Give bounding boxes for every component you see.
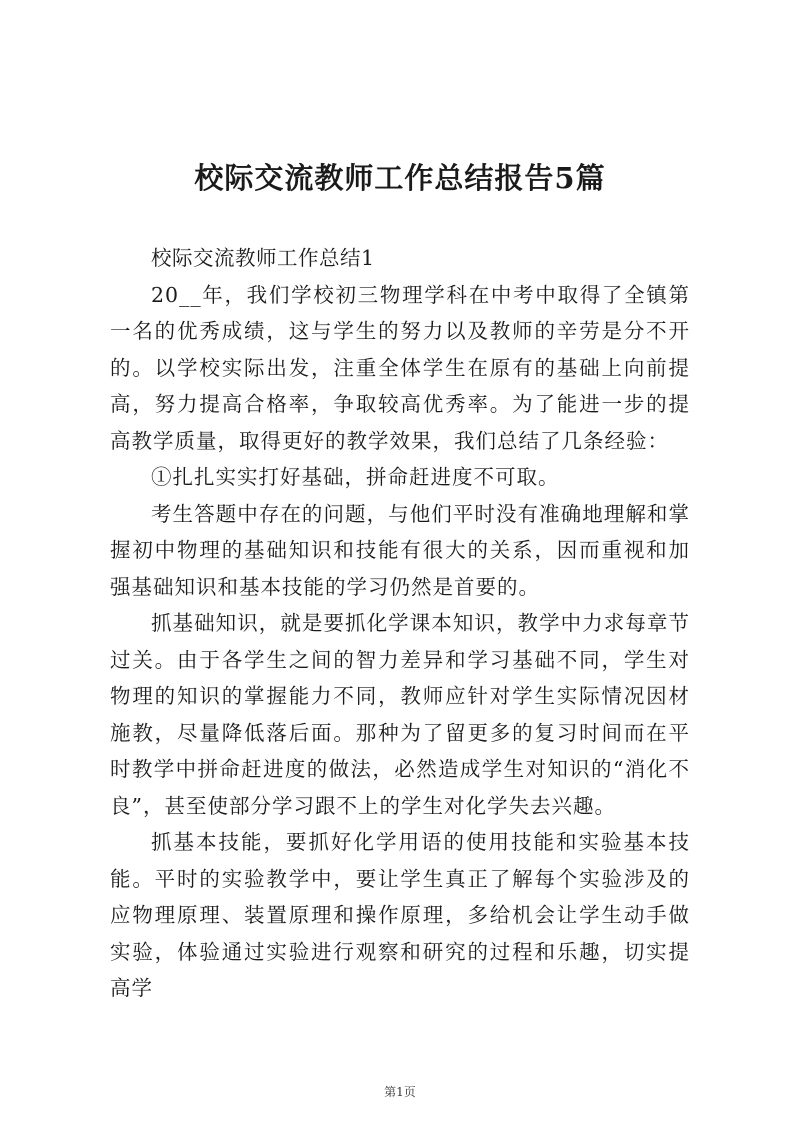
paragraph: 考生答题中存在的问题，与他们平时没有准确地理解和掌握初中物理的基础知识和技能有很大的关系，因而重视和加强基础知识和基本技能的学习仍然是首要的。	[110, 501, 690, 599]
section-heading: 校际交流教师工作总结1	[151, 246, 375, 270]
paragraph: 抓基本技能，要抓好化学用语的使用技能和实验基本技能。平时的实验教学中，要让学生真正了解每个实验涉及的应物理原理、装置原理和操作原理，多给机会让学生动手做实验，体验通过实验进行观察和研究的过程和乐趣，切实提高学	[110, 830, 690, 1000]
paragraph: 抓基础知识，就是要抓化学课本知识，教学中力求每章节过关。由于各学生之间的智力差异和学习基础不同，学生对物理的知识的掌握能力不同，教师应针对学生实际情况因材施教，尽量降低落后面。那种为了留更多的复习时间而在平时教学中拼命赶进度的做法，必然造成学生对知识的“消化不良”，甚至使部分学习跟不上的学生对化学失去兴趣。	[110, 611, 690, 818]
paragraph: 20__年，我们学校初三物理学科在中考中取得了全镇第一名的优秀成绩，这与学生的努力以及教师的辛劳是分不开的。以学校实际出发，注重全体学生在原有的基础上向前提高，努力提高合格率，争取较高优秀率。为了能进一步的提高教学质量，取得更好的教学效果，我们总结了几条经验：	[110, 282, 690, 453]
page-title: 校际交流教师工作总结报告5篇	[194, 161, 606, 195]
paragraph: ①扎扎实实打好基础，拼命赶进度不可取。	[151, 465, 560, 489]
document-body	[110, 240, 690, 1007]
page-number: 第1页	[384, 1085, 416, 1099]
